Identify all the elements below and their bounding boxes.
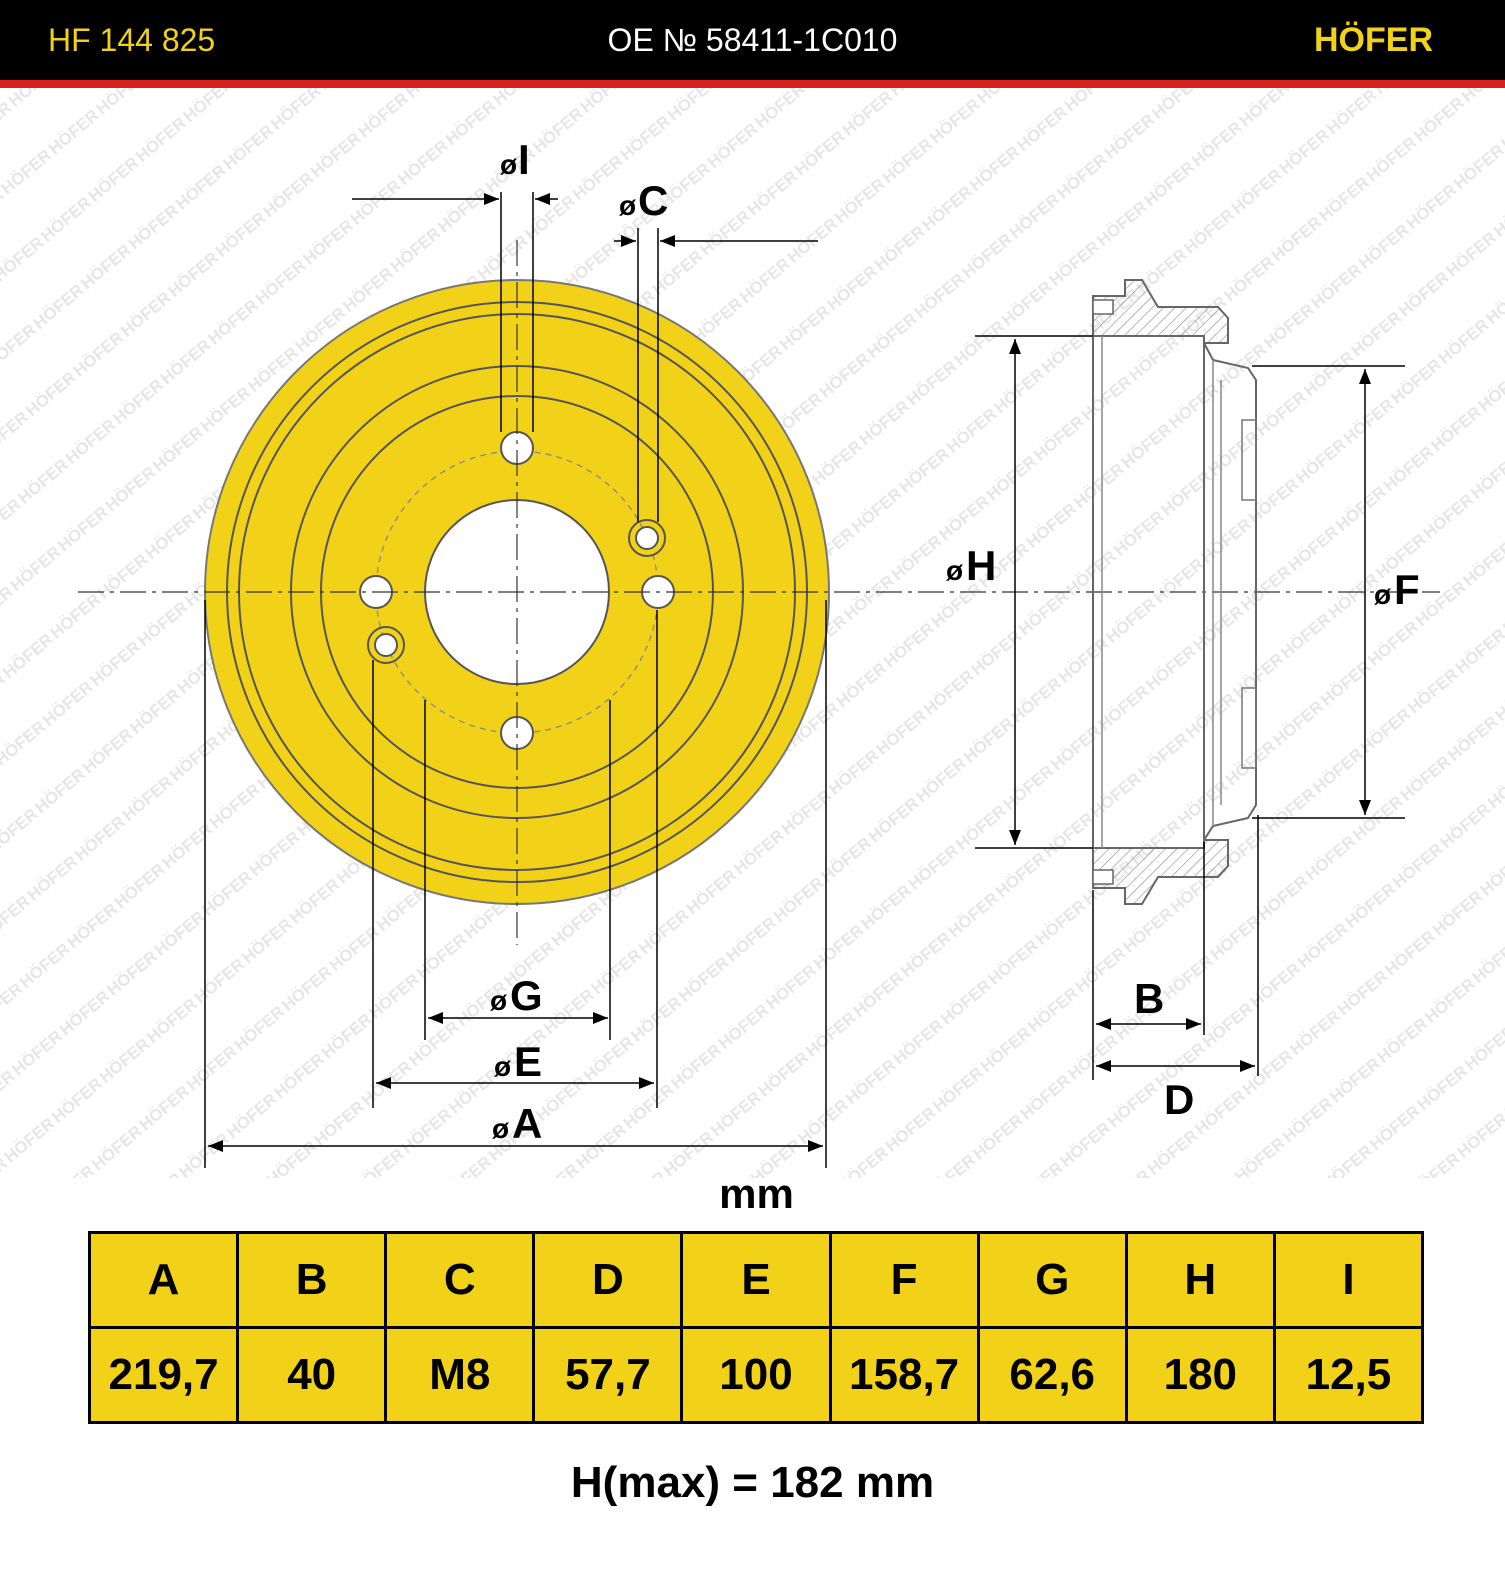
threaded-hole-lower [375, 634, 397, 656]
label-i: I [518, 136, 530, 183]
header-bar [0, 0, 1505, 80]
header-f: F [830, 1233, 978, 1328]
header-d: D [534, 1233, 682, 1328]
label-dia-a-symbol: ø [492, 1113, 510, 1144]
value-h: 180 [1126, 1328, 1274, 1423]
label-dia-i-symbol: ø [500, 149, 518, 180]
header-b: B [238, 1233, 386, 1328]
threaded-hole-upper [636, 527, 658, 549]
header-c: C [386, 1233, 534, 1328]
value-a: 219,7 [90, 1328, 238, 1423]
max-diameter-note: H(max) = 182 mm [570, 1458, 935, 1507]
label-a: A [512, 1100, 543, 1147]
value-f: 158,7 [830, 1328, 978, 1423]
header-e: E [682, 1233, 830, 1328]
label-e: E [514, 1038, 543, 1085]
label-b: B [1134, 975, 1165, 1022]
label-dia-e-symbol: ø [494, 1051, 512, 1082]
header-i: I [1274, 1233, 1422, 1328]
section-top-groove [1093, 300, 1113, 314]
label-f: F [1394, 566, 1420, 613]
table-header-row [90, 1233, 1423, 1328]
unit-label: mm [719, 1170, 794, 1217]
value-d: 57,7 [534, 1328, 682, 1423]
header-accent-line [0, 80, 1505, 88]
label-dia-g-symbol: ø [490, 985, 508, 1016]
label-g: G [510, 972, 543, 1019]
dimensions-table [88, 1231, 1424, 1424]
section-bottom-groove [1093, 870, 1113, 884]
brand-logo: HÖFER [1314, 21, 1433, 59]
label-dia-c-symbol: ø [619, 190, 637, 221]
value-c: M8 [386, 1328, 534, 1423]
header-g: G [978, 1233, 1126, 1328]
label-c: C [638, 177, 669, 224]
header-h: H [1126, 1233, 1274, 1328]
label-d: D [1164, 1076, 1195, 1123]
label-h: H [966, 542, 997, 589]
value-g: 62,6 [978, 1328, 1126, 1423]
value-e: 100 [682, 1328, 830, 1423]
label-dia-f-symbol: ø [1374, 579, 1392, 610]
label-dia-h-symbol: ø [946, 555, 964, 586]
oe-number: OE № 58411-1C010 [607, 22, 898, 58]
value-b: 40 [238, 1328, 386, 1423]
value-i: 12,5 [1274, 1328, 1422, 1423]
table-value-row [90, 1328, 1423, 1423]
header-a: A [90, 1233, 238, 1328]
technical-drawing [0, 88, 1505, 1178]
part-number: HF 144 825 [48, 22, 216, 58]
